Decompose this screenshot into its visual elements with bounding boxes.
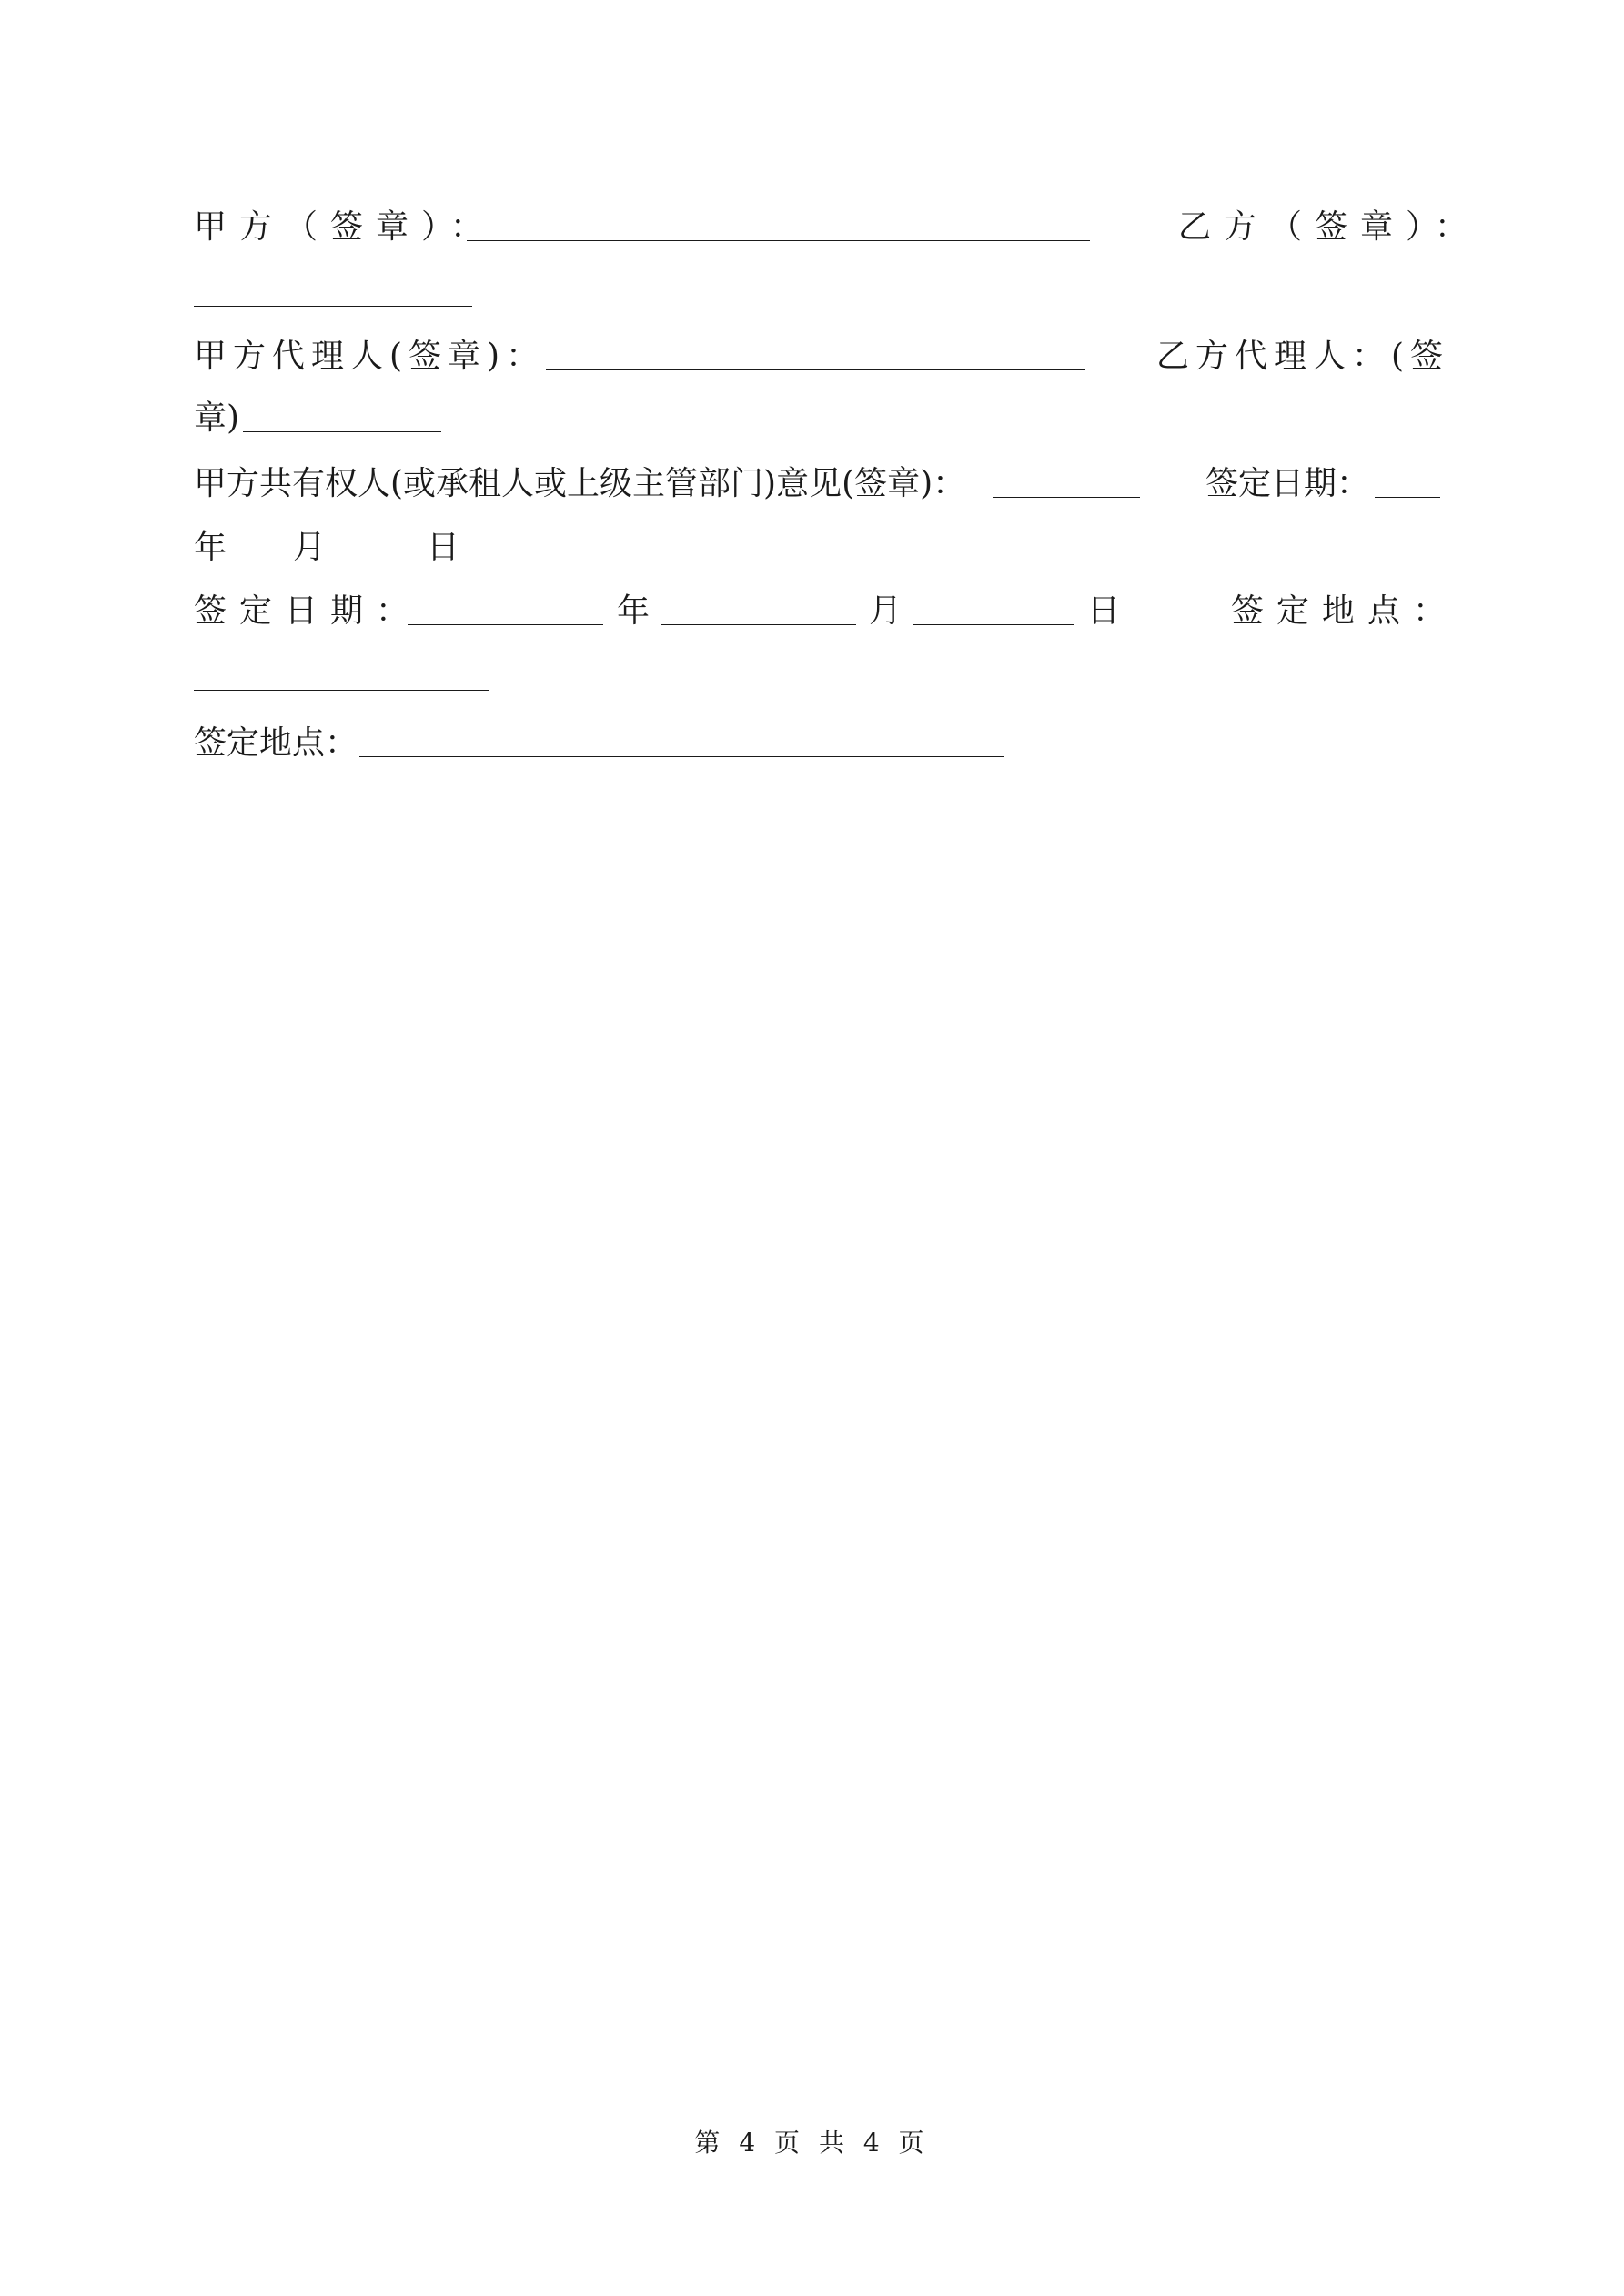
- year-blank[interactable]: [408, 624, 603, 625]
- sign-place-label-right: 签定地点：: [1231, 592, 1459, 630]
- month-blank[interactable]: [661, 624, 856, 625]
- page-indicator: 第 4 页 共 4 页: [694, 2128, 930, 2158]
- inline-year-char: 年: [194, 529, 227, 566]
- co-owner-label: 甲方共有权人(或承租人或上级主管部门)意见(签章)：: [194, 465, 966, 502]
- sign-date-inline-label: 签定日期：: [1205, 465, 1370, 502]
- day-blank[interactable]: [913, 624, 1074, 625]
- party-a-signature-row: [194, 200, 1481, 255]
- party-a-sign-label: 甲方（签章）：: [194, 208, 497, 246]
- sign-place-blank[interactable]: [359, 756, 1004, 757]
- sign-place-row-continuation: [194, 657, 1440, 712]
- agent-signature-row: [194, 329, 1450, 384]
- party-b-sign-row-continuation: [194, 273, 1440, 328]
- party-b-sign-blank[interactable]: [194, 306, 472, 307]
- inline-month-char: 月: [293, 529, 327, 566]
- inline-year-blank[interactable]: [1375, 497, 1440, 498]
- sign-date-row: [194, 584, 1459, 639]
- sign-place-row: [194, 716, 1440, 771]
- month-label: 月: [869, 592, 903, 630]
- party-b-agent-label-continuation: 章): [194, 400, 240, 437]
- co-owner-blank[interactable]: [993, 497, 1140, 498]
- sign-place-label: 签定地点：: [194, 724, 358, 762]
- day-label: 日: [1087, 592, 1121, 630]
- party-b-agent-label: 乙方代理人：(签: [1156, 338, 1450, 375]
- inline-day-char: 日: [427, 529, 460, 566]
- inline-date-row-continuation: [194, 521, 1440, 575]
- party-b-sign-label: 乙方（签章）：: [1178, 208, 1481, 246]
- party-a-agent-label: 甲方代理人(签章)：: [194, 338, 546, 375]
- party-b-agent-row-continuation: [194, 391, 1440, 446]
- party-a-agent-blank[interactable]: [546, 369, 1085, 370]
- co-owner-row: [194, 457, 1440, 511]
- sign-date-label: 签定日期：: [194, 592, 422, 630]
- party-a-sign-blank[interactable]: [467, 240, 1090, 241]
- year-label: 年: [617, 592, 651, 630]
- sign-place-right-blank[interactable]: [194, 690, 489, 691]
- party-b-agent-blank[interactable]: [243, 431, 441, 432]
